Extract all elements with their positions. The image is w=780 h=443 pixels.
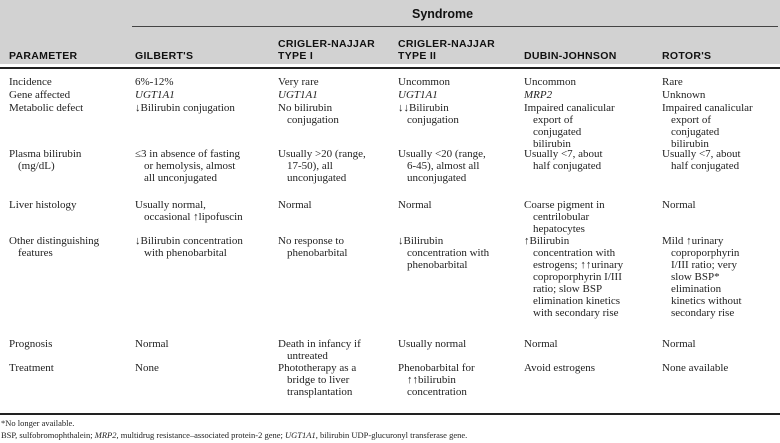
table-cell <box>278 199 312 211</box>
cell-line: unconjugated <box>287 172 347 184</box>
table-cell <box>135 89 175 101</box>
cell-line: UGT1A1 <box>398 89 438 101</box>
cell-line: Normal <box>524 338 558 350</box>
cell-line: conjugated <box>533 126 582 138</box>
table-cell <box>278 102 339 126</box>
cell-line: Normal <box>278 199 312 211</box>
col-header-dubin: DUBIN-JOHNSON <box>524 50 617 62</box>
row-parameter <box>9 148 81 172</box>
cell-line: bridge to liver <box>287 374 350 386</box>
cell-line: all unconjugated <box>144 172 218 184</box>
cell-line: transplantation <box>287 386 353 398</box>
cell-line: centrilobular <box>533 211 590 223</box>
cell-line: ratio; slow BSP <box>533 283 603 295</box>
cell-line: Usually normal <box>398 338 467 350</box>
table-cell <box>662 89 705 101</box>
row-parameter <box>9 235 99 259</box>
parameter-line: Incidence <box>9 76 52 88</box>
cell-line: UGT1A1 <box>135 89 175 101</box>
cell-line: Impaired canalicular <box>524 102 615 114</box>
cell-line: Rare <box>662 76 683 88</box>
cell-line: None available <box>662 362 729 374</box>
row-parameter <box>9 362 54 374</box>
parameter-line: Gene affected <box>9 89 71 101</box>
table-cell <box>524 235 623 319</box>
parameter-line: (mg/dL) <box>18 160 55 172</box>
row-parameter <box>9 89 70 101</box>
table-cell <box>135 148 240 184</box>
cell-line: Uncommon <box>524 76 576 88</box>
cell-line: Normal <box>398 199 432 211</box>
col-header-parameter: PARAMETER <box>9 50 78 62</box>
table-cell <box>278 362 356 398</box>
parameter-line: Metabolic defect <box>9 102 84 114</box>
table-cell <box>398 76 450 88</box>
cell-line: phenobarbital <box>287 247 348 259</box>
cell-line: conjugated <box>671 126 720 138</box>
cell-line: 17-50), all <box>287 160 333 172</box>
parameter-line: features <box>18 247 53 259</box>
cell-line: phenobarbital <box>407 259 468 271</box>
table-cell <box>135 338 169 350</box>
parameter-line: Prognosis <box>9 338 53 350</box>
cell-line: Very rare <box>278 76 319 88</box>
cell-line: or hemolysis, almost <box>144 160 236 172</box>
table-cell <box>524 148 603 172</box>
cell-line: conjugation <box>407 114 459 126</box>
cell-line: bilirubin <box>671 138 709 150</box>
table-cell <box>135 76 174 88</box>
cell-line: Phototherapy as a <box>278 362 357 374</box>
table-cell <box>278 148 366 184</box>
cell-line: with phenobarbital <box>144 247 227 259</box>
table-cell <box>135 362 159 374</box>
cell-line: Impaired canalicular <box>662 102 753 114</box>
cell-line: Usually >20 (range, <box>278 148 366 160</box>
cell-line: Usually <7, about <box>662 148 741 160</box>
table-cell <box>662 76 683 88</box>
cell-line: coproporphyrin I/III <box>533 271 622 283</box>
cell-line: coproporphyrin <box>671 247 740 259</box>
cell-line: ↓Bilirubin concentration <box>135 235 243 247</box>
table-cell <box>278 76 319 88</box>
bottom-rule <box>0 413 780 415</box>
table-cell <box>524 102 615 150</box>
syndrome-rule <box>132 26 778 27</box>
table-cell <box>524 338 558 350</box>
table-cell <box>662 338 696 350</box>
cell-line: concentration with <box>533 247 616 259</box>
cell-line: Death in infancy if <box>278 338 361 350</box>
table-cell <box>524 362 595 374</box>
cell-line: elimination <box>671 283 722 295</box>
table-cell <box>398 102 459 126</box>
table-cell <box>524 76 576 88</box>
cell-line: Usually <7, about <box>524 148 603 160</box>
table-cell <box>662 199 696 211</box>
cell-line: ↓↓Bilirubin <box>398 102 449 114</box>
cell-line: kinetics without <box>671 295 742 307</box>
table-cell <box>135 102 235 114</box>
cell-line: secondary rise <box>671 307 735 319</box>
cell-line: estrogens; ↑↑urinary <box>533 259 624 271</box>
col-header-rotor: ROTOR'S <box>662 50 712 62</box>
cell-line: export of <box>671 114 712 126</box>
cell-line: Usually normal, <box>135 199 206 211</box>
table-cell <box>524 199 605 235</box>
footnote-asterisk: *No longer available. <box>1 418 75 428</box>
cell-line: Phenobarbital for <box>398 362 475 374</box>
cell-line: Normal <box>662 338 696 350</box>
cell-line: unconjugated <box>407 172 467 184</box>
table-cell <box>398 148 486 184</box>
cell-line: MRP2 <box>524 89 553 101</box>
cell-line: conjugation <box>287 114 339 126</box>
cell-line: hepatocytes <box>533 223 585 235</box>
footnote-abbreviations: BSP, sulfobromophthalein; MRP2, multidrug resistance–associated protein-2 gene; UGT1A1, bilirubin UDP-glucuronyl transferase gene. <box>1 430 468 440</box>
cell-line: occasional ↑lipofuscin <box>144 211 243 223</box>
cell-line: Uncommon <box>398 76 450 88</box>
cell-line: elimination kinetics <box>533 295 621 307</box>
cell-line: No response to <box>278 235 344 247</box>
table-cell <box>278 89 318 101</box>
table-cell <box>398 338 466 350</box>
cell-line: 6-45), almost all <box>407 160 480 172</box>
table-cell <box>398 235 489 271</box>
cell-line: Coarse pigment in <box>524 199 605 211</box>
cell-line: ≤3 in absence of fasting <box>135 148 241 160</box>
cell-line: concentration <box>407 386 467 398</box>
table-cell <box>135 199 243 223</box>
table-cell <box>662 362 728 374</box>
cell-line: I/III ratio; very <box>671 259 737 271</box>
cell-line: No bilirubin <box>278 102 333 114</box>
row-parameter <box>9 102 83 114</box>
cell-line: half conjugated <box>533 160 602 172</box>
cell-line: None <box>135 362 159 374</box>
cell-line: half conjugated <box>671 160 740 172</box>
cell-line: ↓Bilirubin <box>398 235 444 247</box>
col-header-cn1: CRIGLER-NAJJAR TYPE I <box>278 38 375 62</box>
table-cell <box>398 199 432 211</box>
table-cell <box>278 338 361 362</box>
header-rule <box>0 67 780 69</box>
cell-line: concentration with <box>407 247 490 259</box>
row-parameter <box>9 338 52 350</box>
table-cell <box>278 235 347 259</box>
cell-line: Normal <box>135 338 169 350</box>
cell-line: ↑Bilirubin <box>524 235 570 247</box>
cell-line: Unknown <box>662 89 706 101</box>
row-parameter <box>9 199 77 211</box>
cell-line: ↑↑bilirubin <box>407 374 456 386</box>
cell-line: 6%-12% <box>135 76 174 88</box>
table-cell <box>662 235 742 319</box>
cell-line: Avoid estrogens <box>524 362 595 374</box>
table-cell <box>135 235 243 259</box>
cell-line: ↓Bilirubin conjugation <box>135 102 235 114</box>
cell-line: untreated <box>287 350 328 362</box>
parameter-line: Plasma bilirubin <box>9 148 82 160</box>
table-cell <box>398 362 475 398</box>
syndrome-heading: Syndrome <box>412 7 474 21</box>
table-cell <box>524 89 552 101</box>
cell-line: Usually <20 (range, <box>398 148 486 160</box>
table-cell <box>662 102 753 150</box>
table-cell <box>398 89 438 101</box>
cell-line: with secondary rise <box>533 307 619 319</box>
parameter-line: Other distinguishing <box>9 235 100 247</box>
row-parameter <box>9 76 52 88</box>
cell-line: bilirubin <box>533 138 571 150</box>
table-cell <box>662 148 741 172</box>
parameter-line: Liver histology <box>9 199 77 211</box>
cell-line: Normal <box>662 199 696 211</box>
col-header-gilbert: GILBERT'S <box>135 50 194 62</box>
parameter-line: Treatment <box>9 362 54 374</box>
cell-line: UGT1A1 <box>278 89 318 101</box>
col-header-cn2: CRIGLER-NAJJAR TYPE II <box>398 38 495 62</box>
cell-line: slow BSP* <box>671 271 720 283</box>
cell-line: Mild ↑urinary <box>662 235 724 247</box>
cell-line: export of <box>533 114 574 126</box>
